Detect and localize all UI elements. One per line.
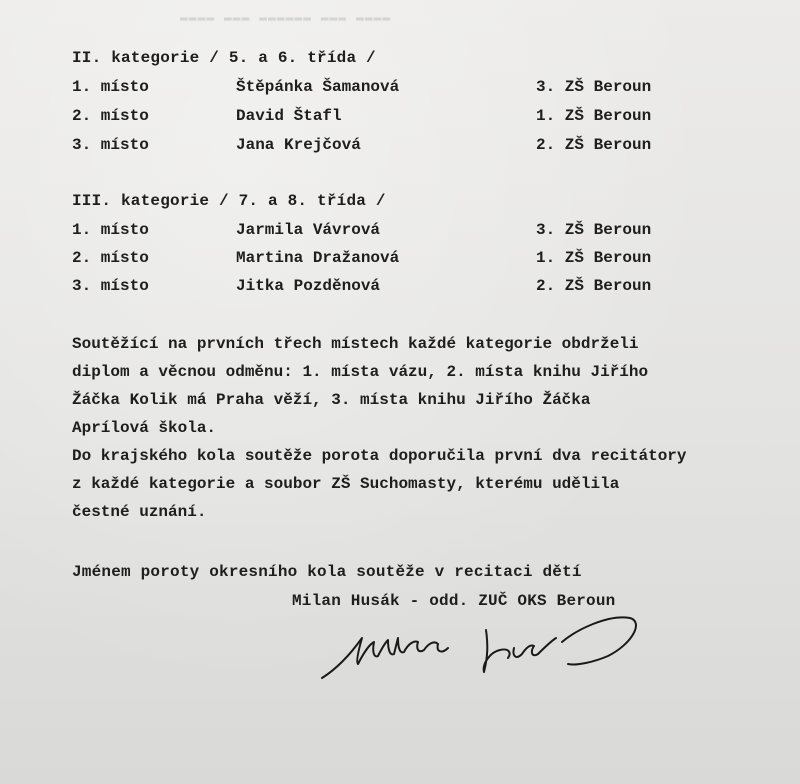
body-line: diplom a věcnou odměnu: 1. místa vázu, 2. místa knihu Jiřího	[72, 363, 649, 381]
body-paragraph	[72, 330, 792, 526]
school: 2. ZŠ Beroun	[536, 277, 652, 295]
category-2-heading: II. kategorie / 5. a 6. třída /	[72, 49, 376, 67]
school: 1. ZŠ Beroun	[536, 249, 652, 267]
place: 3. místo	[72, 136, 149, 154]
place: 2. místo	[72, 249, 149, 267]
body-line: Aprílová škola.	[72, 419, 217, 437]
contestant-name: Jana Krejčová	[236, 136, 361, 154]
school: 1. ZŠ Beroun	[536, 107, 652, 125]
body-line: Žáčka Kolik má Praha věží, 3. místa knihu Jiřího Žáčka	[72, 391, 591, 409]
contestant-name: Štěpánka Šamanová	[236, 78, 400, 96]
category-3-row-1	[72, 220, 692, 240]
school: 2. ZŠ Beroun	[536, 136, 652, 154]
body-line: čestné uznání.	[72, 503, 207, 521]
place: 1. místo	[72, 78, 149, 96]
place: 3. místo	[72, 277, 149, 295]
body-line: Soutěžící na prvních třech místech každé kategorie obdrželi	[72, 335, 639, 353]
category-2-row-1	[72, 77, 692, 97]
place: 2. místo	[72, 107, 149, 125]
place: 1. místo	[72, 221, 149, 239]
category-3-heading: III. kategorie / 7. a 8. třída /	[72, 192, 386, 210]
body-line: z každé kategorie a soubor ZŠ Suchomasty, kterému udělila	[72, 475, 620, 493]
bleed-through-text: ▬▬▬▬ ▬▬▬ ▬▬▬▬▬▬ ▬▬▬ ▬▬▬▬	[180, 10, 392, 25]
school: 3. ZŠ Beroun	[536, 221, 652, 239]
category-2-row-3	[72, 135, 692, 155]
closing-line-1: Jménem poroty okresního kola soutěže v recitaci dětí	[72, 563, 582, 581]
contestant-name: Martina Dražanová	[236, 249, 400, 267]
category-3-row-2	[72, 248, 692, 268]
contestant-name: Jarmila Vávrová	[236, 221, 381, 239]
category-3-row-3	[72, 276, 692, 296]
contestant-name: Jitka Pozděnová	[236, 277, 381, 295]
closing-line-2: Milan Husák - odd. ZUČ OKS Beroun	[292, 592, 616, 610]
body-line: Do krajského kola soutěže porota doporučila první dva recitátory	[72, 447, 687, 465]
handwritten-signature	[318, 608, 648, 688]
school: 3. ZŠ Beroun	[536, 78, 652, 96]
contestant-name: David Štafl	[236, 107, 342, 125]
category-2-row-2	[72, 106, 692, 126]
